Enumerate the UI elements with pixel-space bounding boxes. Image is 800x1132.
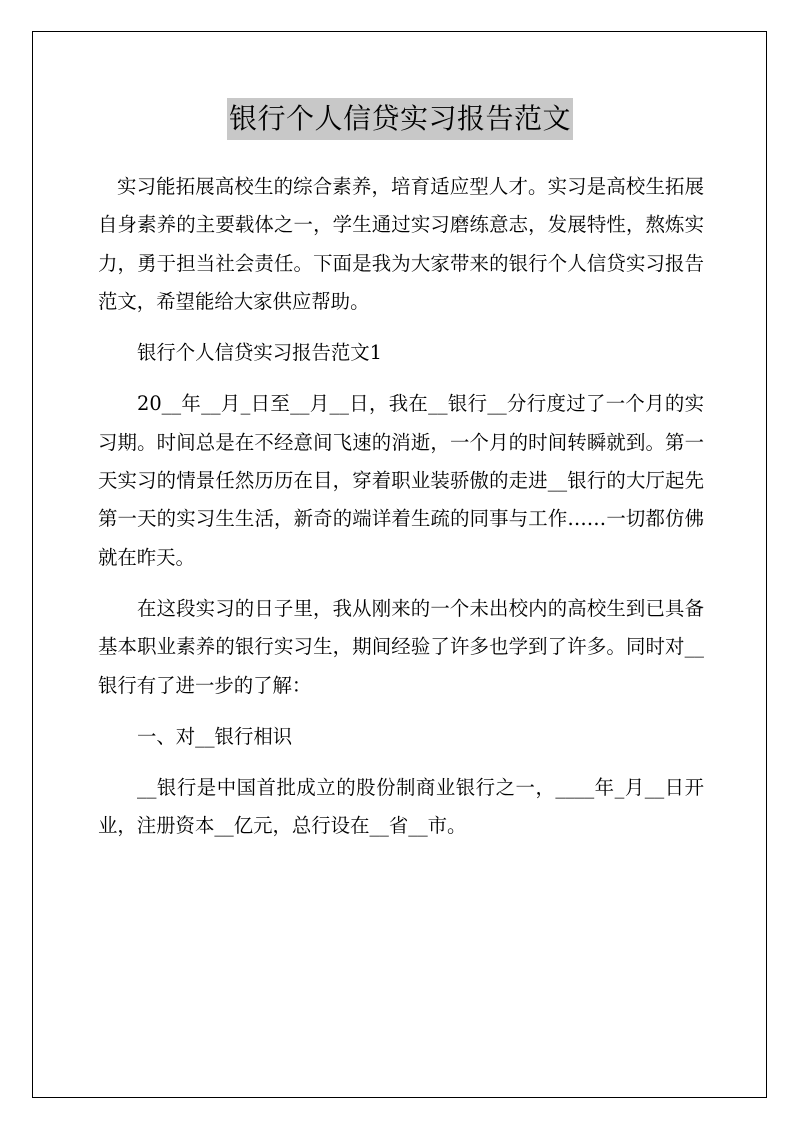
body-paragraph: 20__年__月_日至__月__日，我在__银行__分行度过了一个月的实习期。时间总是在不经意间飞速的消逝，一个月的时间转瞬就到。第一天实习的情景任然历历在目，穿着职业装骄傲的走进__银行的大厅起先第一天的实习生生活，新奇的端详着生疏的同事与工作……一切都仿佛就在昨天。 xyxy=(98,392,704,569)
body-paragraph: __银行是中国首批成立的股份制商业银行之一，____年_月__日开业，注册资本__亿元，总行设在__省__市。 xyxy=(98,775,704,838)
intro-paragraph: 实习能拓展高校生的综合素养，培育适应型人才。实习是高校生拓展自身素养的主要载体之一，学生通过实习磨练意志，发展特性，熬炼实力，勇于担当社会责任。下面是我为大家带来的银行个人信贷实习报告范文，希望能给大家供应帮助。 xyxy=(98,175,704,314)
document-title: 银行个人信贷实习报告范文 xyxy=(227,98,573,140)
document-body xyxy=(98,168,704,858)
section-heading: 银行个人信贷实习报告范文1 xyxy=(137,341,383,365)
title-container xyxy=(0,98,800,140)
body-paragraph: 在这段实习的日子里，我从刚来的一个未出校内的高校生到已具备基本职业素养的银行实习生，期间经验了许多也学到了许多。同时对__银行有了进一步的了解： xyxy=(98,596,704,697)
subsection-heading: 一、对__银行相识 xyxy=(137,724,293,748)
